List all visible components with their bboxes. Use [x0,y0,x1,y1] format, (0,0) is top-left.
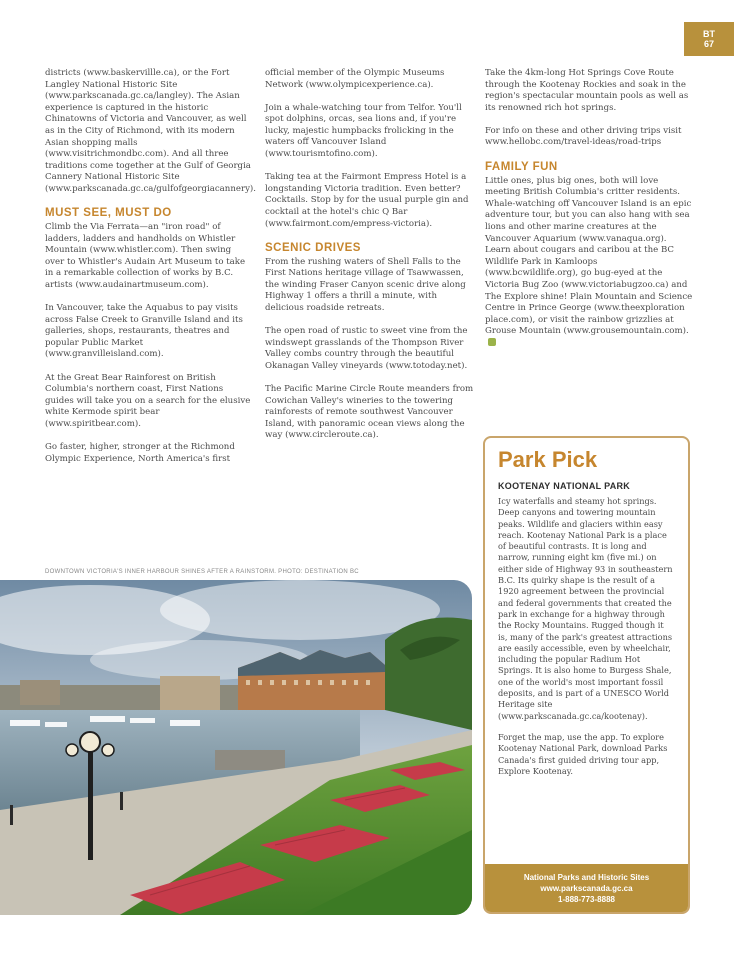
column-3 [485,68,693,361]
col3-paragraph: Take the 4km-long Hot Springs Cove Route through the Kootenay Rockies and soak in the region's spectacular mountain pools as well as its renowned rich hot springs. [485,68,689,113]
col2-paragraph: Join a whale-watching tour from Telfor. You'll spot dolphins, orcas, sea lions and, if you're lucky, majestic humpbacks frolicking in the waters off Vancouver Island (www.tourismtofino.com). [265,102,462,160]
col2-paragraph: The Pacific Marine Circle Route meanders from Cowichan Valley's wineries to the towering rainforests of remote southwest Vancouver Island, with panoramic ocean views along the way (www.circleroute.ca). [265,383,474,441]
photo-caption: DOWNTOWN VICTORIA'S INNER HARBOUR SHINES AFTER A RAINSTORM. PHOTO: DESTINATION BC [45,569,359,575]
park-pick-paragraph: Forget the map, use the app. To explore Kootenay National Park, download Parks Canada's first guided driving tour app, Explore Kootenay. [498,731,668,776]
harbour-photo-illustration [0,580,472,915]
park-pick-box [483,436,690,914]
column-2 [265,68,475,453]
section-heading-scenic-drives: SCENIC DRIVES [265,241,361,254]
col1-paragraph: At the Great Bear Rainforest on British Columbia's northern coast, First Nations guides will take you on a search for the elusive white Kermode spirit bear (www.spiritbear.com). [45,372,251,429]
page-tab-line1: BT [703,29,715,39]
park-pick-subtitle: KOOTENAY NATIONAL PARK [498,481,631,491]
page-tab-line2: 67 [703,39,714,49]
col2-paragraph: From the rushing waters of Shell Falls to the First Nations heritage village of Tsawwassen, the winding Fraser Canyon scenic drive along Highway 1 offers a thrill a minute, with delicious roadside retreats. [265,256,466,313]
park-pick-title: Park Pick [498,447,598,472]
page-number-tab [684,22,734,56]
park-pick-footer [485,864,688,912]
col1-paragraph: Go faster, higher, stronger at the Richmond Olympic Experience, North America's first [45,442,235,464]
col3-paragraph: For info on these and other driving trips visit www.hellobc.com/travel-ideas/road-trips [485,125,682,148]
col3-paragraph [485,176,693,350]
col3-paragraph-text: Little ones, plus big ones, both will love meeting British Columbia's critter residents. Whale-watching off Vancouver Island is an epic adventure tour, but you can also hang with sea lions and other marine creatures at the Vancouver Aquarium (www.vanaqua.org). Learn about cougars and caribou at the BC Wildlife Park in Kamloops (www.bcwildlife.org), go bug-eyed at the Victoria Bug Zoo (www.victoriabugzoo.ca) and The Explore shine! Plain Mountain and Science Centre in Prince George (www.theexploration place.com), or visit the rainbow grizzlies at Grouse Mountain (www.grousemountain.com). [485,175,693,337]
section-heading-family-fun: FAMILY FUN [485,160,558,173]
col1-paragraph: districts (www.baskervillle.ca), or the Fort Langley National Historic Site (www.parkscanada.gc.ca/langley). The Asian experience is captured in the historic Chinatowns of Victoria and Vancouver, as well as in the City of Richmond, with its modern Asian shopping malls (www.visitrichmondbc.com). And all three traditions come together at the Gulf of Georgia Cannery National Historic Site (www.parkscanada.gc.ca/gulfofgeorgiacannery). [45,68,257,194]
section-heading-must-see: MUST SEE, MUST DO [45,207,172,220]
col2-paragraph: The open road of rustic to sweet vine from the windswept grasslands of the Thompson River Valley combs country through the beautiful Okanagan Valley vineyards (www.totoday.net). [265,326,468,371]
col2-paragraph: Taking tea at the Fairmont Empress Hotel is a longstanding Victoria tradition. Even better? Cocktails. Stop by for the usual purple gin and cocktail at the hotel's chic Q Bar (www.fairmont.com/empress-victoria). [265,172,469,229]
end-of-article-icon [488,338,496,346]
park-footer-website-link[interactable]: www.parkscanada.gc.ca [540,884,633,893]
harbour-photo [0,580,472,915]
park-pick-body [485,493,688,777]
column-1 [45,68,257,477]
park-footer-phone: 1-888-773-8888 [558,895,615,904]
col1-paragraph: In Vancouver, take the Aquabus to pay visits across False Creek to Granville Island and its galleries, shops, restaurants, theatres and popular Public Market (www.granvilleisland.com). [45,303,243,360]
col2-paragraph: official member of the Olympic Museums Network (www.olympicexperience.ca). [265,68,445,90]
col1-paragraph: Climb the Via Ferrata—an "iron road" of ladders, ladders and handholds on Whistler Mountain (www.whistler.com). Then swing over to Whistler's Audain Art Museum to take in a remarkable collection of works by B.C. artists (www.audainartmuseum.com). [45,222,246,290]
park-footer-org: National Parks and Historic Sites [523,873,650,882]
park-pick-paragraph: Icy waterfalls and steamy hot springs. Deep canyons and towering mountain peaks. Wildlife and glaciers within easy reach. Kootenay National Park is a place of beautiful contrasts. It is long and narrow, running eight km (five mi.) on either side of Highway 93 in southeastern B.C. Its quirky shape is the result of a 1920 agreement between the provincial and federal governments that created the park in exchange for a highway through the Rocky Mountains. Rugged though it is, many of the park's greatest attractions are easily accessible, even by wheelchair, including the popular Radium Hot Springs. It is also home to Burgess Shale, one of the world's most important fossil deposits, and is part of a UNESCO World Heritage site (www.parkscanada.gc.ca/kootenay). [498,496,673,721]
